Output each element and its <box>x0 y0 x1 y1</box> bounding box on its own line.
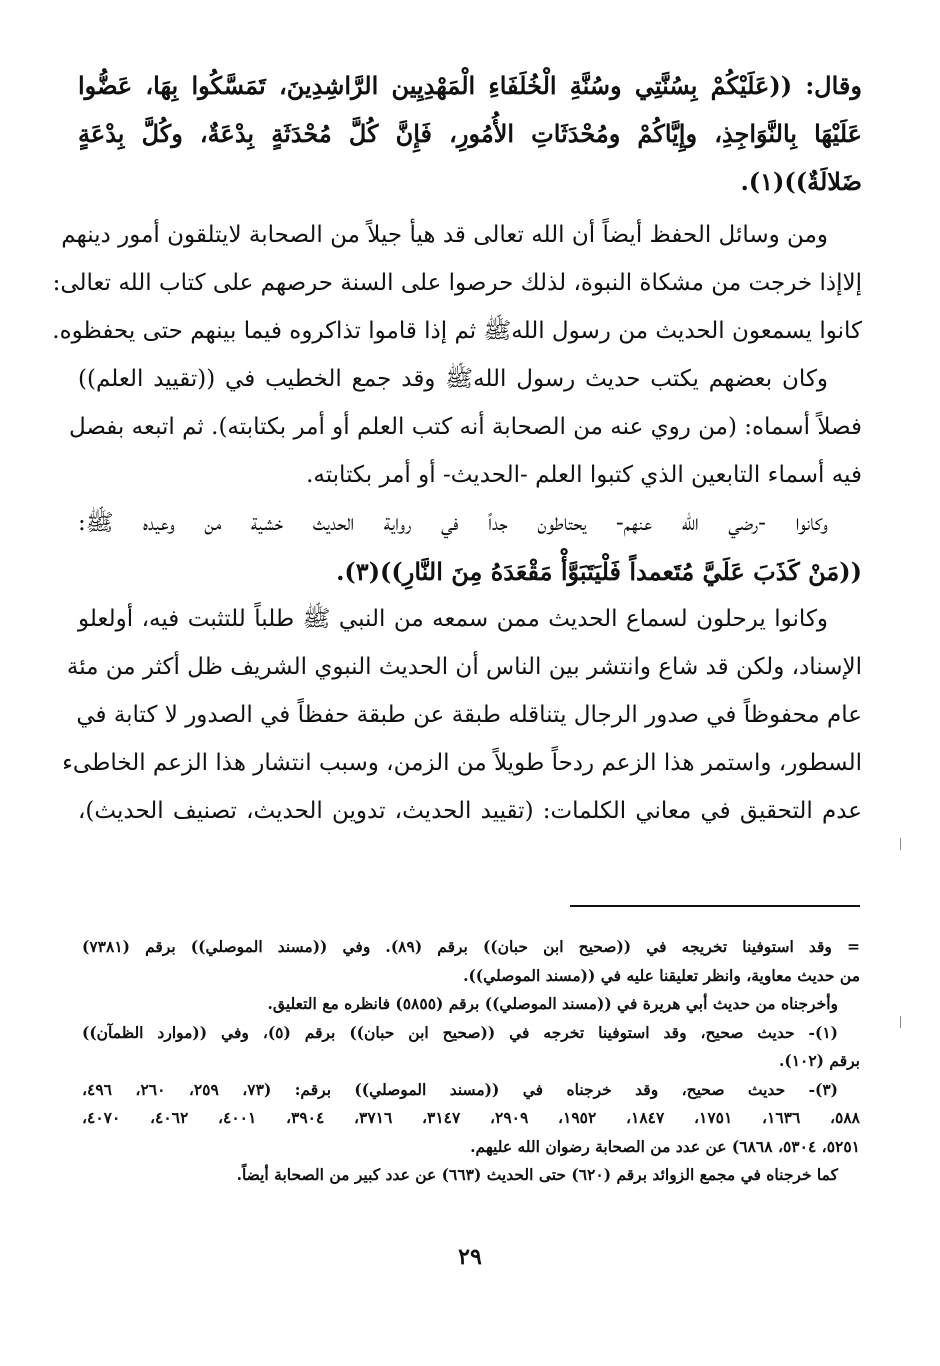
footnote-line: كما خرجناه في مجمع الزوائد برقم (٦٢٠) حتى الحديث (٦٦٣) عن عدد كبير من الصحابة أيضاً. <box>236 1165 838 1184</box>
body-line: ومن وسائل الحفظ أيضاً أن الله تعالى قد هيأ جيلاً من الصحابة لايتلقون أمور دينهم <box>61 222 828 248</box>
scan-edge-mark <box>900 838 901 850</box>
main-text <box>52 68 862 842</box>
footnote-line: = وقد استوفينا تخريجه في ((صحيح ابن حبان)) برقم (٨٩). وفي ((مسند الموصلي)) برقم (٧٣٨١) <box>82 937 860 956</box>
body-line: فيه أسماء التابعين الذي كتبوا العلم -الحديث- أو أمر بكتابته. <box>306 462 862 488</box>
body-line: السطور، واستمر هذا الزعم ردحاً طويلاً من الزمن، وسبب انتشار هذا الزعم الخاطىء <box>62 750 862 776</box>
body-line: فصلاً أسماه: (من روي عنه من الصحابة أنه كتب العلم أو أمر بكتابته). ثم اتبعه بفصل <box>68 414 862 440</box>
footnote-line: ٥٨٨، ١٦٣٦، ١٧٥١، ١٨٤٧، ١٩٥٢، ٢٩٠٩، ٣١٤٧، ٣٧١٦، ٣٩٠٤، ٤٠٠١، ٤٠٦٢، ٤٠٧٠، <box>82 1108 860 1127</box>
footnote-line: برقم (١٠٢). <box>778 1051 860 1070</box>
body-line: ضَلالَةٌ))(١). <box>740 167 862 196</box>
footnote-line: (١)- حديث صحيح، وقد استوفينا تخرجه في ((صحيح ابن حبان)) برقم (٥)، وفي ((موارد الظمآن)) <box>82 1022 838 1042</box>
body-line: الإسناد، ولكن قد شاع وانتشر بين الناس أن الحديث النبوي الشريف ظل أكثر من مئة <box>66 654 862 680</box>
body-line: إلاإذا خرجت من مشكاة النبوة، لذلك حرصوا على السنة حرصهم على كتاب الله تعالى: <box>52 270 862 296</box>
footnote-line: وأخرجناه من حديث أبي هريرة في ((مسند الموصلي)) برقم (٥٨٥٥) فانظره مع التعليق. <box>267 994 838 1013</box>
body-line: وكانوا يرحلون لسماع الحديث ممن سمعه من النبي ﷺ طلباً للتثبت فيه، أولعلو <box>78 606 828 632</box>
page-number: ٢٩ <box>458 1244 482 1270</box>
body-line: وقال: ((عَلَيْكُمْ بِسُنَّتِي وسُنَّةِ الْخُلَفَاءِ الْمَهْدِيِين الرَّاشِدِينَ، تَمَسَّكُوا بِهَا، عَضُّوا <box>78 71 862 100</box>
body-line: ((مَنْ كَذَبَ عَلَيَّ مُتَعمداً فَلْيَتَبَوَّأْ مَقْعَدَهُ مِنَ النَّارِ))(٣). <box>336 557 862 586</box>
footnote-line: (٣)- حديث صحيح، وقد خرجناه في ((مسند الموصلي)) برقم: (٧٣، ٢٥٩، ٢٦٠، ٤٩٦، <box>82 1079 839 1099</box>
body-line: عدم التحقيق في معاني الكلمات: (تقييد الحديث، تدوين الحديث، تصنيف الحديث)، <box>78 798 862 824</box>
footnote-line: ٥٢٥١، ٥٣٠٤، ٦٨٦٨) عن عدد من الصحابة رضوان الله عليهم. <box>470 1136 860 1156</box>
body-line: عام محفوظاً في صدور الرجال يتناقله طبقة عن طبقة حفظاً في الصدور لا كتابة في <box>76 702 862 728</box>
footnote-line: من حديث معاوية، وانظر تعليقنا عليه في ((مسند الموصلي)). <box>463 965 860 985</box>
body-line: وكان بعضهم يكتب حديث رسول اللهﷺ وقد جمع الخطيب في ((تقييد العلم)) <box>78 366 828 392</box>
footnote-divider <box>570 905 860 907</box>
scan-edge-mark <box>900 1016 901 1028</box>
body-line: كانوا يسمعون الحديث من رسول اللهﷺ ثم إذا قاموا تذاكروه فيما بينهم حتى يحفظوه. <box>52 318 862 344</box>
body-line: وكانوا -رضي الله عنهم- يحتاطون جداً في رواية الحديث خشية من وعيده ﷺ: <box>78 510 828 536</box>
body-line: عَلَيْهَا بِالنَّوَاجِذِ، وإِيَّاكُمْ ومُحْدَثَاتِ الأُمُورِ، فَإِنَّ كُلَّ مُحْدَثَةٍ بِدْعَةٌ، وكُلَّ بِدْعَةٍ <box>78 119 862 148</box>
footnotes <box>82 935 860 1192</box>
